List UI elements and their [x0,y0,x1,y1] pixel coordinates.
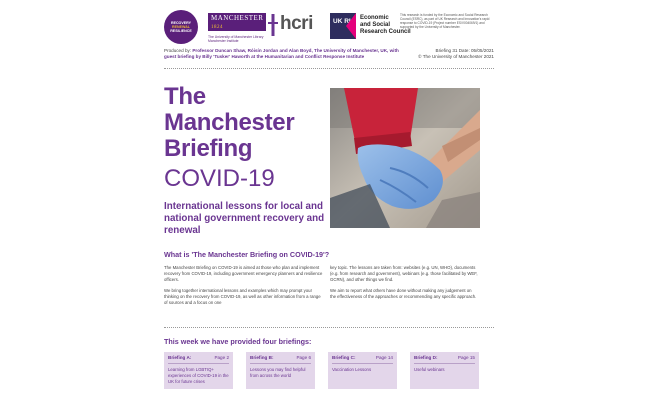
divider [164,68,494,69]
page-title: The Manchester Briefing [164,83,295,162]
briefing-card-a[interactable]: Briefing A: Page 2 Learning from LGBTIQ+ experiences of COVID-19 in the UK for future crises [164,352,233,389]
produced-by: Produced by: Professor Duncan Shaw, Róisín Jordan and Alan Boyd, The University of Manchester, UK, with guest briefing by Billy 'Tusker' Haworth at the Humanitarian and Conflict Response Institute [164,48,399,60]
hands-photo [330,88,480,228]
gloved-hands-image [330,88,480,228]
recovery-renewal-resilience-logo: RECOVERY RENEWAL RESILIENCE [164,10,198,44]
briefing-card-b[interactable]: Briefing B: Page 6 Lessons you may find helpful from across the world [246,352,315,389]
esrc-logo-text: Economic and Social Research Council [360,15,411,35]
intro-right-column: key topic. The lessons are taken from: websites (e.g. UN, WHO), documents (e.g. from research and government), webinars (e.g. those facilitated by WEF, GCRN), and other things we find. We aim to report what others have done without making any judgement on the effectiveness of the approaches or recommending any specific approach. [330,265,478,300]
briefing-card-c[interactable]: Briefing C: Page 14 Vaccination Lessons [328,352,397,389]
briefing-cards [164,352,494,390]
briefing-info: Briefing 31 Date: 05/05/2021 © The University of Manchester 2021 [418,48,494,60]
section-heading-this-week: This week we have provided four briefings: [164,337,312,346]
hcri-logo: hcri [268,12,324,42]
briefing-card-d[interactable]: Briefing D: Page 15 Useful webinars [410,352,479,389]
ukri-triangle-icon [346,13,356,39]
section-heading-what-is: What is 'The Manchester Briefing on COVID-19'? [164,250,330,259]
divider [164,327,494,328]
funding-note: This research is funded by the Economic and Social Research Council (ESRC), as part of UK Research and Innovation's rapid response to COVID-19 (Project number ES/V004069/1) and supported by the University of Manchester. [400,13,490,29]
ukri-logo: UK RI [330,13,356,39]
intro-left-column: The Manchester Briefing on COVID-19 is aimed at those who plan and implement recovery from COVID-19, including government emergency planners and resilience officers. We bring together international lessons and examples which may prompt your thinking on the recovery from COVID-19, as well as other information from a range of sources and a focus on one [164,265,323,306]
hcri-mark-icon [268,14,278,36]
university-of-manchester-logo: MANCHESTER 1824 The University of Manchester Library Manchester Institute [208,13,264,43]
tagline: International lessons for local and national government recovery and renewal [164,201,325,236]
covid-subtitle: COVID-19 [164,165,275,192]
